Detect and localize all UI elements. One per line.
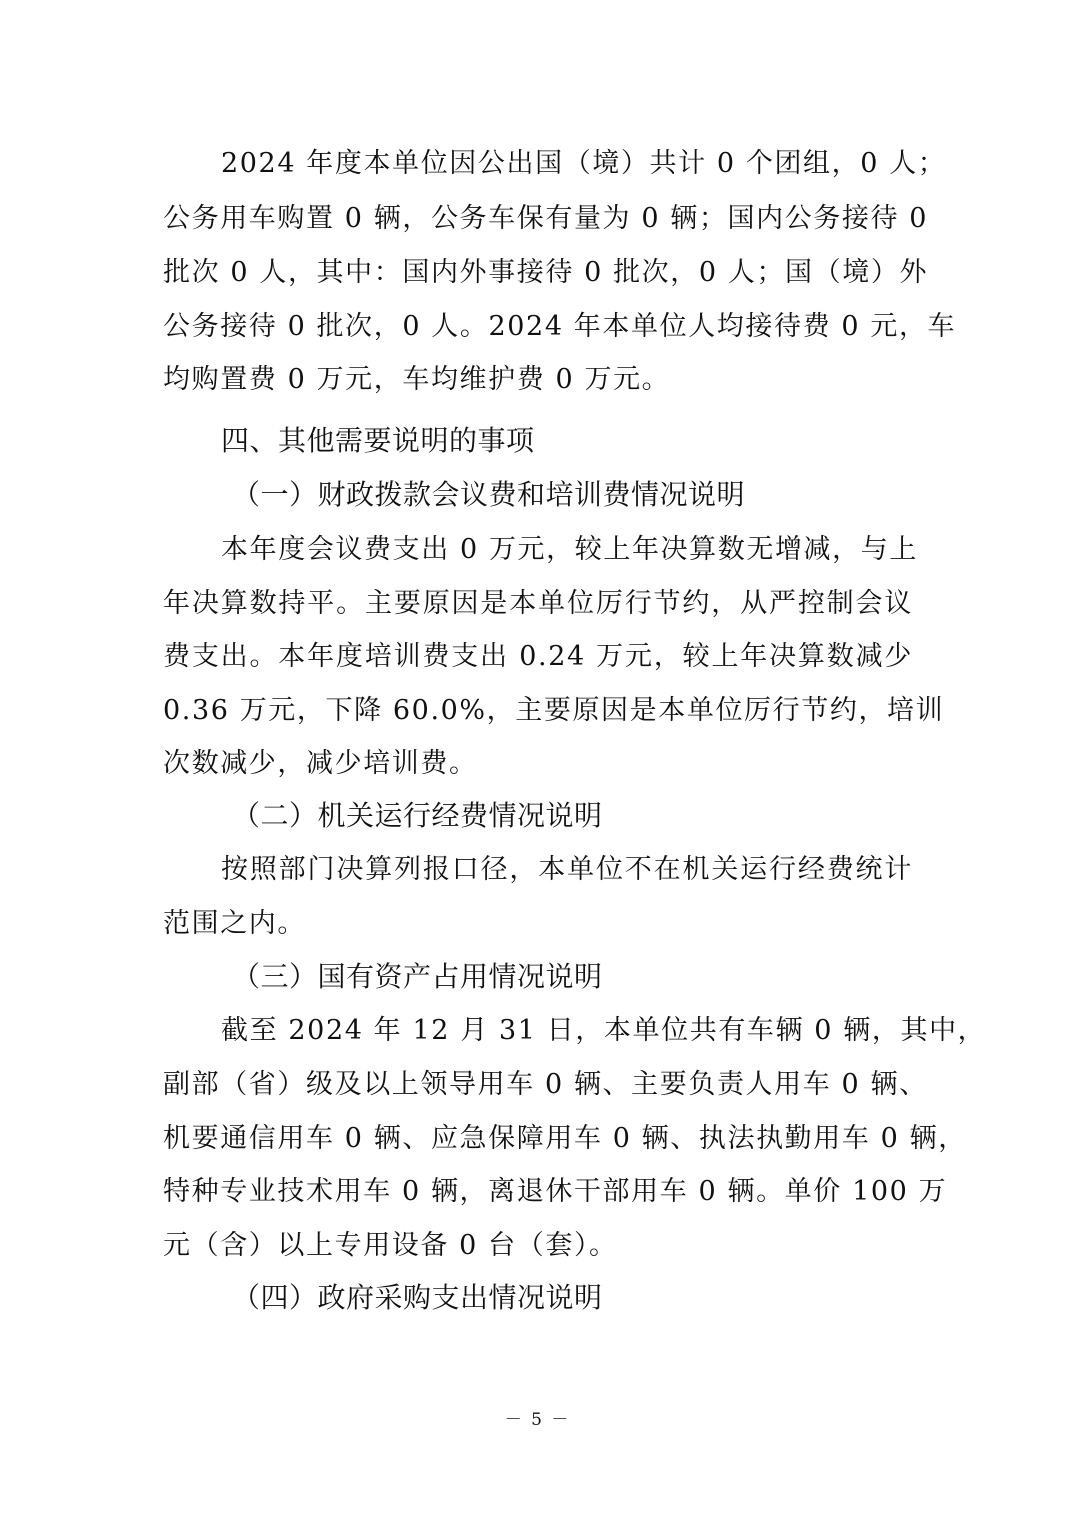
subsection-heading: （三）国有资产占用情况说明 — [232, 960, 603, 993]
subsection-heading: （一）财政拨款会议费和培训费情况说明 — [232, 478, 746, 511]
paragraph-line: 公务接待 0 批次，0 人。2024 年本单位人均接待费 0 元，车 — [163, 311, 957, 342]
paragraph-line: 0.36 万元，下降 60.0%，主要原因是本单位厉行节约，培训 — [163, 695, 945, 726]
paragraph-line: 范围之内。 — [163, 908, 306, 939]
paragraph-line: 年决算数持平。主要原因是本单位厉行节约，从严控制会议 — [163, 588, 913, 619]
paragraph-line: 机要通信用车 0 辆、应急保障用车 0 辆、执法执勤用车 0 辆， — [163, 1123, 967, 1154]
paragraph-line: 副部（省）级及以上领导用车 0 辆、主要负责人用车 0 辆、 — [163, 1069, 928, 1100]
paragraph-line: 元（含）以上专用设备 0 台（套）。 — [163, 1230, 618, 1261]
paragraph-line: 按照部门决算列报口径，本单位不在机关运行经费统计 — [221, 854, 913, 885]
subsection-heading: （四）政府采购支出情况说明 — [232, 1281, 603, 1314]
paragraph-line: 费支出。本年度培训费支出 0.24 万元，较上年决算数减少 — [163, 641, 913, 672]
paragraph-line: 截至 2024 年 12 月 31 日，本单位共有车辆 0 辆，其中， — [221, 1015, 987, 1046]
subsection-heading: （二）机关运行经费情况说明 — [232, 799, 603, 832]
paragraph-line: 2024 年度本单位因公出国（境）共计 0 个团组，0 人； — [221, 148, 947, 179]
paragraph-line: 次数减少，减少培训费。 — [163, 748, 478, 779]
paragraph-line: 批次 0 人，其中：国内外事接待 0 批次，0 人；国（境）外 — [163, 257, 929, 288]
page-number: － 5 － — [504, 1410, 571, 1430]
section-heading: 四、其他需要说明的事项 — [221, 424, 535, 457]
paragraph-line: 本年度会议费支出 0 万元，较上年决算数无增减，与上 — [221, 534, 918, 565]
paragraph-line: 均购置费 0 万元，车均维护费 0 万元。 — [163, 364, 671, 395]
paragraph-line: 公务用车购置 0 辆，公务车保有量为 0 辆；国内公务接待 0 — [163, 203, 929, 234]
paragraph-line: 特种专业技术用车 0 辆，离退休干部用车 0 辆。单价 100 万 — [163, 1176, 948, 1207]
